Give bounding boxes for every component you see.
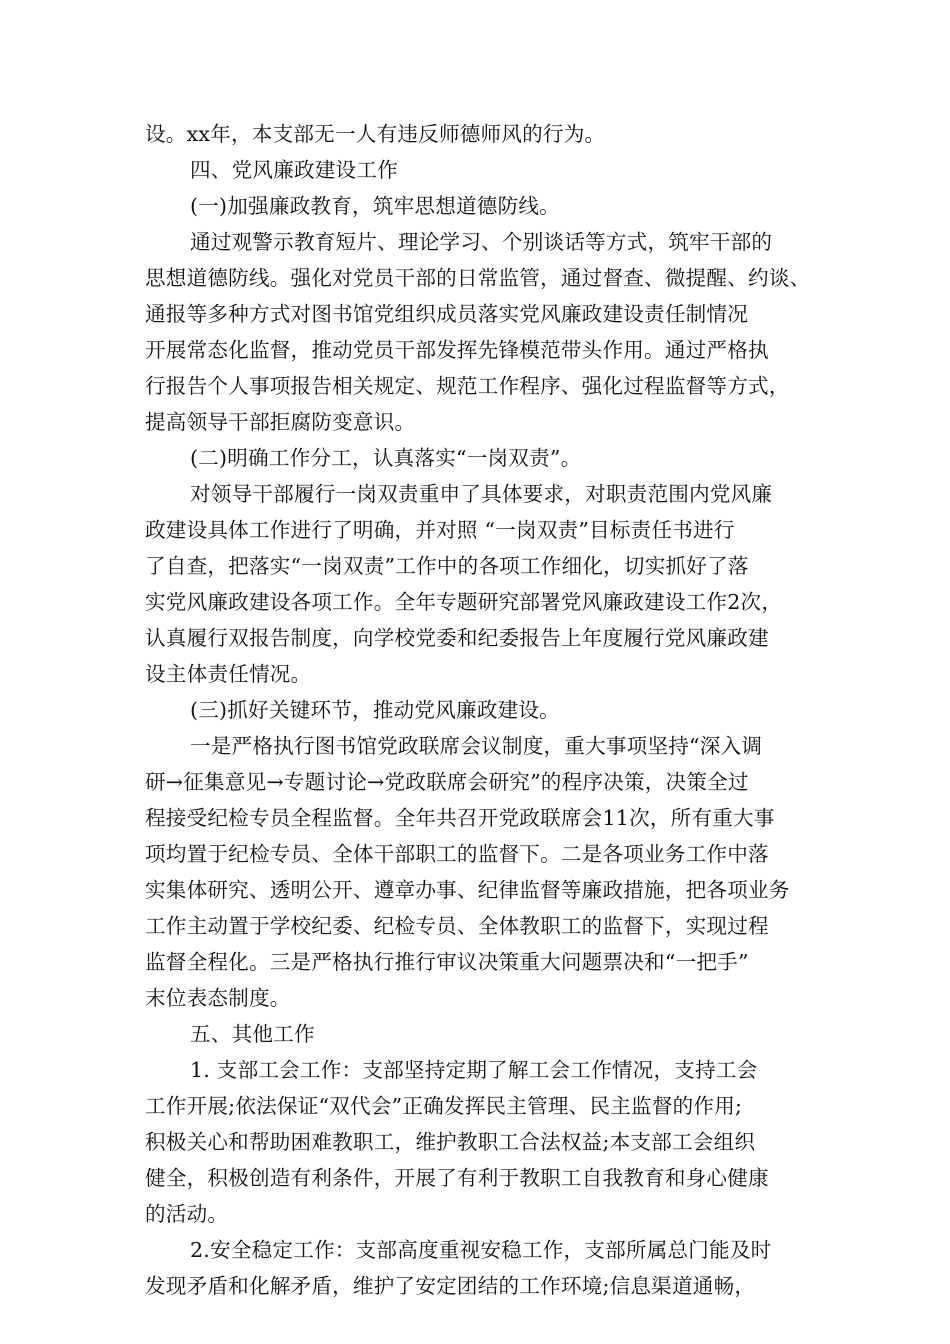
text-line: 积极关心和帮助困难教职工，维护教职工合法权益;本支部工会组织 xyxy=(145,1130,756,1154)
text-line: 政建设具体工作进行了明确，并对照 “一岗双责”目标责任书进行 xyxy=(145,518,735,542)
text-line: 一是严格执行图书馆党政联席会议制度，重大事项坚持“深入调 xyxy=(190,734,763,758)
text-line: 行报告个人事项报告相关规定、规范工作程序、强化过程监督等方式， xyxy=(145,374,790,398)
section-heading: 四、党风廉政建设工作 xyxy=(190,158,398,182)
subsection-heading: (三)抓好关键环节，推动党风廉政建设。 xyxy=(190,698,560,722)
text-line: 程接受纪检专员全程监督。全年共召开党政联席会11次，所有重大事 xyxy=(145,806,775,830)
text-line: 提高领导干部拒腐防变意识。 xyxy=(145,410,416,434)
text-line: 开展常态化监督，推动党员干部发挥先锋模范带头作用。通过严格执 xyxy=(145,338,769,362)
text-line: 实党风廉政建设各项工作。全年专题研究部署党风廉政建设工作2次， xyxy=(145,590,783,614)
text-line: 健全，积极创造有利条件，开展了有利于教职工自我教育和身心健康 xyxy=(145,1166,769,1190)
subsection-heading: (二)明确工作分工，认真落实“一岗双责”。 xyxy=(190,446,582,470)
subsection-heading: (一)加强廉政教育，筑牢思想道德防线。 xyxy=(190,194,560,218)
text-line: 研→征集意见→专题讨论→党政联席会研究”的程序决策，决策全过 xyxy=(145,770,749,794)
text-line: 监督全程化。三是严格执行推行审议决策重大问题票决和“一把手” xyxy=(145,950,749,974)
text-line: 2.安全稳定工作：支部高度重视安稳工作，支部所属总门能及时 xyxy=(190,1238,772,1262)
text-line: 思想道德防线。强化对党员干部的日常监管，通过督查、微提醒、约谈、 xyxy=(145,266,811,290)
text-line: 了自查，把落实“一岗双责”工作中的各项工作细化，切实抓好了落 xyxy=(145,554,749,578)
text-line: 对领导干部履行一岗双责重申了具体要求，对职责范围内党风廉 xyxy=(190,482,773,506)
text-line: 工作主动置于学校纪委、纪检专员、全体教职工的监督下，实现过程 xyxy=(145,914,769,938)
text-line: 实集体研究、透明公开、遵章办事、纪律监督等廉政措施，把各项业务 xyxy=(145,878,790,902)
text-line: 设。xx年，本支部无一人有违反师德师风的行为。 xyxy=(145,122,606,146)
section-heading: 五、其他工作 xyxy=(190,1022,315,1046)
text-line: 发现矛盾和化解矛盾，维护了安定团结的工作环境;信息渠道通畅， xyxy=(145,1274,756,1298)
text-line: 工作开展;依法保证“双代会”正确发挥民主管理、民主监督的作用; xyxy=(145,1094,743,1118)
text-line: 项均置于纪检专员、全体干部职工的监督下。二是各项业务工作中落 xyxy=(145,842,769,866)
text-line: 认真履行双报告制度，向学校党委和纪委报告上年度履行党风廉政建 xyxy=(145,626,769,650)
text-line: 设主体责任情况。 xyxy=(145,662,312,686)
text-line: 通报等多种方式对图书馆党组织成员落实党风廉政建设责任制情况 xyxy=(145,302,749,326)
text-line: 的活动。 xyxy=(145,1202,229,1226)
text-line: 通过观警示教育短片、理论学习、个别谈话等方式，筑牢干部的 xyxy=(190,230,773,254)
text-line: 1. 支部工会工作：支部坚持定期了解工会工作情况，支持工会 xyxy=(190,1058,758,1082)
text-line: 末位表态制度。 xyxy=(145,986,291,1010)
